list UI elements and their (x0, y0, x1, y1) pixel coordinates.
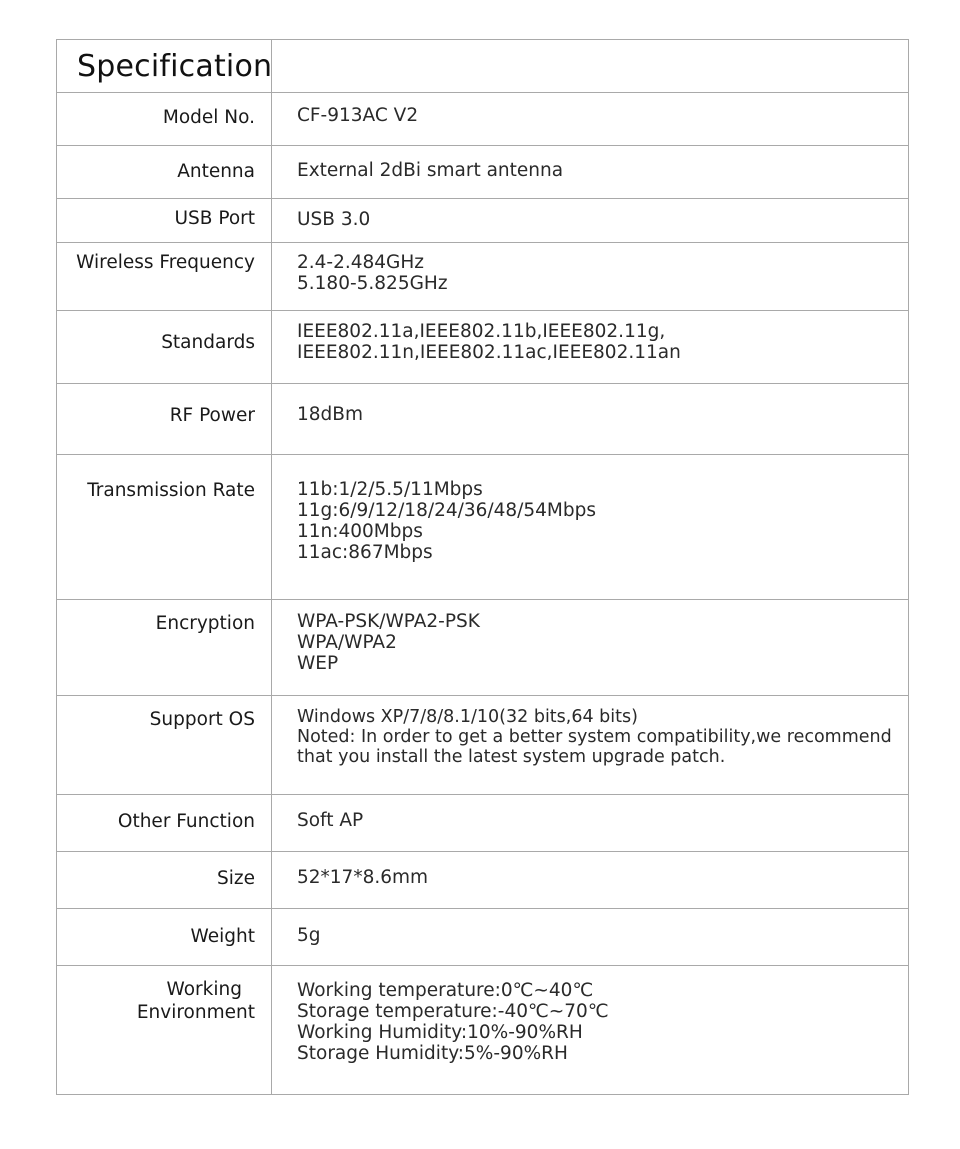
spec-value-line: IEEE802.11a,IEEE802.11b,IEEE802.11g, (297, 321, 666, 342)
spec-label-text: Weight (190, 926, 255, 947)
spec-row-size (57, 852, 909, 909)
spec-value-line: Working temperature:0℃~40℃ (297, 980, 594, 1001)
spec-value-line: Windows XP/7/8/8.1/10(32 bits,64 bits) (297, 707, 638, 727)
page-title: Specification (57, 40, 272, 93)
spec-label (57, 966, 272, 1095)
spec-label-text: Wireless Frequency (76, 252, 255, 273)
spec-row-usb-port (57, 199, 909, 243)
spec-value-line: 5g (297, 925, 321, 946)
spec-value-line: 11ac:867Mbps (297, 542, 433, 563)
spec-label (57, 93, 272, 146)
spec-label-text: Encryption (155, 613, 255, 634)
spec-row-weight (57, 909, 909, 966)
spec-label (57, 795, 272, 852)
spec-value-line: CF-913AC V2 (297, 105, 419, 126)
spec-value-line: WPA/WPA2 (297, 632, 397, 653)
spec-value (272, 455, 909, 600)
spec-label (57, 311, 272, 384)
spec-value-line: that you install the latest system upgrade patch. (297, 747, 726, 767)
spec-value-line: 18dBm (297, 404, 363, 425)
spec-value (272, 909, 909, 966)
spec-label (57, 243, 272, 311)
spec-value (272, 93, 909, 146)
spec-label-text: RF Power (169, 405, 255, 426)
spec-row-wireless-frequency (57, 243, 909, 311)
spec-label-text: USB Port (174, 208, 255, 229)
spec-label-text: Environment (136, 1002, 255, 1023)
spec-row-model (57, 93, 909, 146)
spec-label (57, 852, 272, 909)
spec-value (272, 966, 909, 1095)
spec-label (57, 384, 272, 455)
specification-table (56, 39, 909, 1095)
spec-row-antenna (57, 146, 909, 199)
spec-value (272, 600, 909, 696)
spec-row-standards (57, 311, 909, 384)
spec-row-rf-power (57, 384, 909, 455)
spec-value-line: 11b:1/2/5.5/11Mbps (297, 479, 483, 500)
spec-value-line: IEEE802.11n,IEEE802.11ac,IEEE802.11an (297, 342, 681, 363)
spec-row-support-os (57, 696, 909, 795)
spec-value-line: Storage temperature:-40℃~70℃ (297, 1001, 609, 1022)
spec-value (272, 311, 909, 384)
spec-label (57, 909, 272, 966)
spec-label-text: Size (217, 868, 255, 889)
spec-label (57, 146, 272, 199)
spec-value-line: Working Humidity:10%-90%RH (297, 1022, 583, 1043)
spec-value-line: 52*17*8.6mm (297, 867, 429, 888)
spec-value (272, 795, 909, 852)
spec-label-text: Model No. (162, 107, 255, 128)
spec-value-line: 5.180-5.825GHz (297, 273, 448, 294)
spec-value-line: 2.4-2.484GHz (297, 252, 425, 273)
spec-value-line: WPA-PSK/WPA2-PSK (297, 611, 480, 632)
spec-label-text: Other Function (117, 811, 255, 832)
spec-value (272, 852, 909, 909)
spec-row-transmission-rate (57, 455, 909, 600)
spec-label (57, 199, 272, 243)
spec-value-line: 11g:6/9/12/18/24/36/48/54Mbps (297, 500, 597, 521)
spec-value-line: 11n:400Mbps (297, 521, 423, 542)
spec-row-other-function (57, 795, 909, 852)
spec-label-text: Working (166, 979, 242, 1000)
spec-value-line: WEP (297, 653, 339, 674)
spec-label-text: Transmission Rate (87, 480, 255, 501)
spec-value (272, 384, 909, 455)
spec-label (57, 696, 272, 795)
spec-row-working-environment (57, 966, 909, 1095)
spec-value (272, 146, 909, 199)
title-empty-cell (272, 40, 909, 93)
spec-value-line: Soft AP (297, 810, 364, 831)
spec-label (57, 455, 272, 600)
spec-row-encryption (57, 600, 909, 696)
spec-value-line: Noted: In order to get a better system compatibility,we recommend (297, 727, 892, 747)
spec-value (272, 199, 909, 243)
spec-label-text: Standards (161, 332, 255, 353)
spec-value-line: USB 3.0 (297, 209, 371, 230)
spec-value-line: Storage Humidity:5%-90%RH (297, 1043, 568, 1064)
spec-label (57, 600, 272, 696)
spec-label-text: Antenna (177, 161, 255, 182)
spec-value-line: External 2dBi smart antenna (297, 160, 564, 181)
spec-value (272, 696, 909, 795)
spec-value (272, 243, 909, 311)
title-row (57, 40, 909, 93)
spec-label-text: Support OS (149, 709, 255, 730)
